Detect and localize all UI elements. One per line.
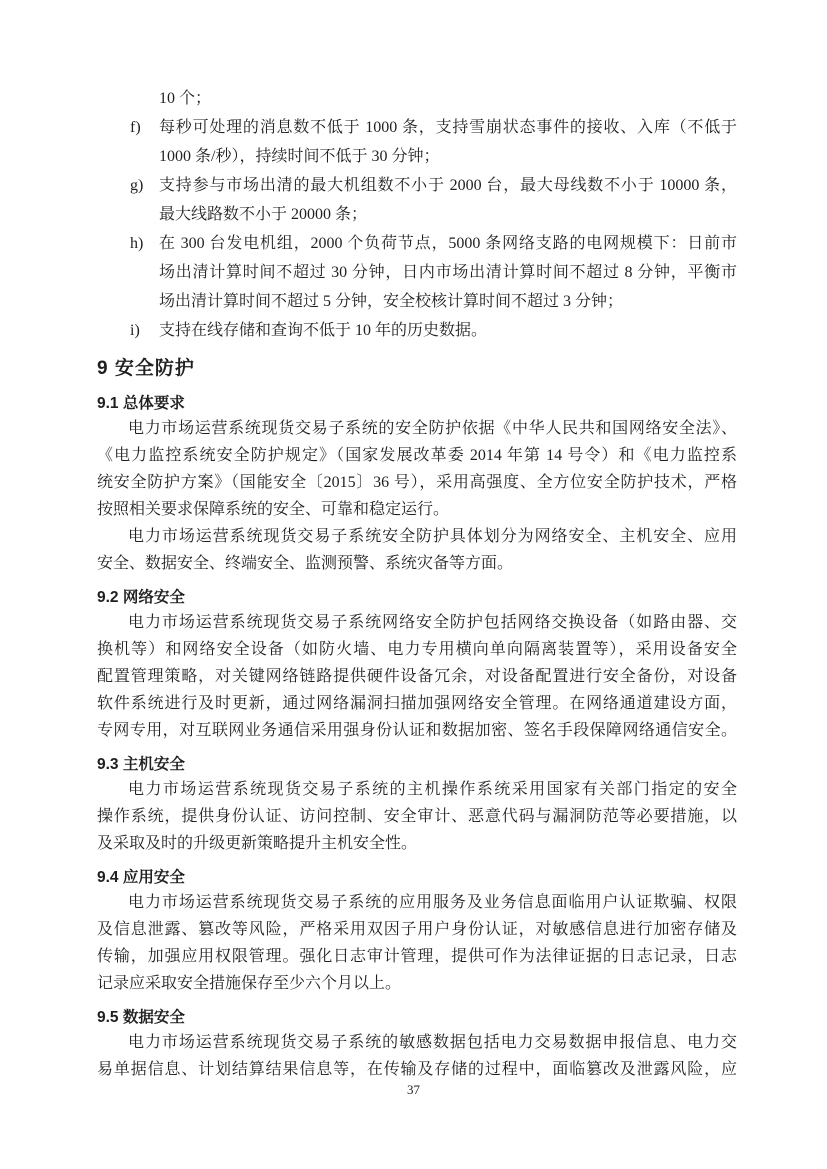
paragraph <box>97 609 737 744</box>
page-footer <box>0 1082 827 1098</box>
text-line: 电力市场运营系统现货交易子系统网络安全防护包括网络交换设备（如路由器、交 <box>128 614 737 631</box>
list-item-i <box>97 316 737 345</box>
text-line: 支持参与市场出清的最大机组数不小于 2000 台，最大母线数不小于 10000 条， <box>159 177 737 194</box>
text-line: 场出清计算时间不超过 30 分钟，日内市场出清计算时间不超过 8 分钟，平衡市 <box>159 264 737 281</box>
text-line: 换机等）和网络安全设备（如防火墙、电力专用横向单向隔离装置等），采用设备安全 <box>97 641 737 658</box>
text-line: 电力市场运营系统现货交易子系统的应用服务及业务信息面临用户认证欺骗、权限 <box>128 894 737 911</box>
text-line: 易单据信息、计划结算结果信息等，在传输及存储的过程中，面临篡改及泄露风险，应 <box>97 1061 737 1078</box>
text-line: 支持在线存储和查询不低于 10 年的历史数据。 <box>159 322 488 339</box>
ordered-list <box>97 84 737 345</box>
paragraph <box>97 1029 737 1083</box>
text-line: 电力市场运营系统现货交易子系统的主机操作系统采用国家有关部门指定的安全 <box>128 781 737 798</box>
text-line: 操作系统，提供身份认证、访问控制、安全审计、恶意代码与漏洞防范等必要措施，以 <box>97 808 737 825</box>
list-item-label: g) <box>130 177 144 194</box>
list-item-label: i) <box>130 322 140 339</box>
list-item-e-continuation <box>97 84 737 113</box>
text-line: 10 个； <box>159 90 212 107</box>
paragraph <box>97 415 737 523</box>
text-line: 1000 条/秒），持续时间不低于 30 分钟； <box>159 148 440 165</box>
text-line: 专网专用，对互联网业务通信采用强身份认证和数据加密、签名手段保障网络通信安全。 <box>97 722 737 739</box>
page-content <box>97 84 737 1083</box>
text-line: 电力市场运营系统现货交易子系统安全防护具体划分为网络安全、主机安全、应用 <box>128 528 737 545</box>
text-line: 最大线路数不小于 20000 条； <box>159 206 368 223</box>
text-line: 记录应采取安全措施保存至少六个月以上。 <box>97 975 402 992</box>
paragraph <box>97 523 737 577</box>
text-line: 传输，加强应用权限管理。强化日志审计管理，提供可作为法律证据的日志记录，日志 <box>97 948 737 965</box>
section-heading-9-1: 9.1 总体要求 <box>97 395 185 412</box>
page-number: 37 <box>407 1082 420 1097</box>
text-line: 场出清计算时间不超过 5 分钟，安全校核计算时间不超过 3 分钟； <box>159 293 624 310</box>
section-heading-9-2: 9.2 网络安全 <box>97 589 185 606</box>
chapter-heading: 9 安全防护 <box>97 358 195 379</box>
section-heading-9-4: 9.4 应用安全 <box>97 869 185 886</box>
list-item-g <box>97 171 737 229</box>
text-line: 每秒可处理的消息数不低于 1000 条，支持雪崩状态事件的接收、入库（不低于 <box>159 119 737 136</box>
text-line: 按照相关要求保障系统的安全、可靠和稳定运行。 <box>97 501 450 518</box>
list-item-label: h) <box>130 235 144 252</box>
text-line: 及信息泄露、篡改等风险，严格采用双因子用户身份认证，对敏感信息进行加密存储及 <box>97 921 737 938</box>
text-line: 电力市场运营系统现货交易子系统的敏感数据包括电力交易数据申报信息、电力交 <box>128 1034 737 1051</box>
text-line: 配置管理策略，对关键网络链路提供硬件设备冗余，对设备配置进行安全备份，对设备 <box>97 668 737 685</box>
paragraph <box>97 889 737 997</box>
text-line: 安全、数据安全、终端安全、监测预警、系统灾备等方面。 <box>97 555 514 572</box>
text-line: 《电力监控系统安全防护规定》（国家发展改革委 2014 年第 14 号令）和《电力监控系 <box>97 447 737 464</box>
list-item-label: f) <box>130 119 141 136</box>
text-line: 统安全防护方案》（国能安全〔2015〕36 号），采用高强度、全方位安全防护技术，严格 <box>97 474 737 491</box>
list-item-h <box>97 229 737 316</box>
text-line: 在 300 台发电机组，2000 个负荷节点，5000 条网络支路的电网规模下：日前市 <box>159 235 737 252</box>
text-line: 及采取及时的升级更新策略提升主机安全性。 <box>97 835 418 852</box>
text-line: 电力市场运营系统现货交易子系统的安全防护依据《中华人民共和国网络安全法》、 <box>128 420 737 437</box>
section-heading-9-5: 9.5 数据安全 <box>97 1009 185 1026</box>
list-item-f <box>97 113 737 171</box>
text-line: 软件系统进行及时更新，通过网络漏洞扫描加强网络安全管理。在网络通道建设方面， <box>97 695 737 712</box>
section-heading-9-3: 9.3 主机安全 <box>97 756 185 773</box>
paragraph <box>97 776 737 857</box>
